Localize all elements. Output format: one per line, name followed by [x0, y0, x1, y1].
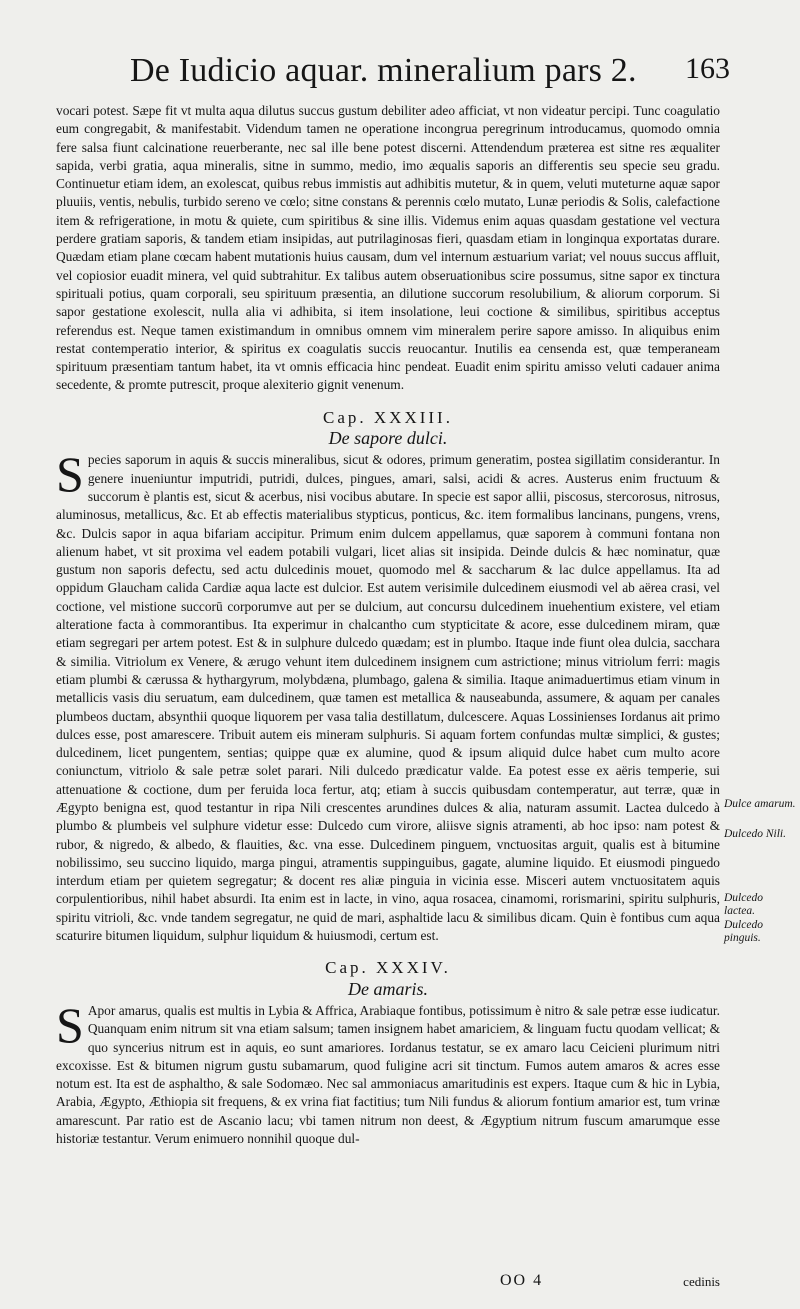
running-head: [130, 52, 730, 100]
margin-note-dulcedo-pinguis: Dulcedo pinguis.: [724, 919, 763, 944]
main-text: [56, 102, 720, 1148]
chapter-34-text: Apor amarus, qualis est multis in Lybia & Affrica, Arabiaque fontibus, potissimum è nitro & sale petræ esse iudicatur. Quanquam enim nitrum sit vna etiam salsum; tamen insignem habet amariciem, & linguam fuctu quodam vellicat; & quo syncerius nitrum est in aquis, eo sunt amariores. Iordanus testatur, se ex amaro lacu Ceicieni plurimum nitri excoxisse. Est & bitumen nigrum gustu subamarum, quod fuligine acri sit tinctum. Fumos autem amaros & acres esse notum est. Ita est de asphaltho, & sale Sodomæo. Nec sal ammoniacus amaritudinis est expers. Itaque cum & hic in Lybia, Arabia, Ægypto, Æthiopia sit frequens, & ex vrina fiat factitius; tum Nili fundus & aliorum fontium amarior est, tum vrinæ amarescunt. Par ratio est de Ascanio lacu; vbi tamen nitrum non deest, & Ægyptium nitrum fuscum amarumque esse historiæ testantur. Verum enimuero nonnihil quoque dul-: [56, 1002, 720, 1147]
chapter-heading-34: Cap. XXXIV.: [325, 958, 451, 978]
chapter-heading-33: Cap. XXXIII.: [323, 407, 453, 427]
margin-note-dulcedo-nili: Dulcedo Nili.: [724, 828, 786, 840]
margin-note-dulce-amarum: Dulce amarum.: [724, 798, 796, 810]
margin-note-dulcedo-lactea: Dulcedo lactea.: [724, 892, 763, 917]
chapter-33-text: pecies saporum in aquis & succis mineralibus, sicut & odores, primum generatim, postea sigillatim considerantur. In genere inueniuntur imputridi, putridi, dulces, pingues, amari, salsi, acidi & acres. Austerus enim fructuum & succorum è plantis est, sicut & acerbus, nisi vocibus abutare. In specie est sapor allii, piscosus, stercorosus, nitrosus, aluminosus, metallicus, &c. Et ab effectis materialibus stypticus, ponticus, &c. item formalibus lancinans, pungens, vrens, &c. Dulcis sapor in aqua bifariam accipitur. Primum enim dulcem appellamus, quæ saporem à communi fontana non alienum habet, vt sit proxima vel eadem potabili vulgari, licet alias sit insipida. Deinde dulcis & hæc nominatur, quæ gustum non saporis defectu, sed actu dulcedinis mouet, quomodo mel & saccharum & lac dulce appellamus. Ita ad oppidum Glaucham calida Cardiæ aqua lacte est dulcior. Est autem verisimile dulcedinem eiusmodi vel ab aërea crasi, vel coctione, vel mistione succorū corporumve aut per se dulcium, aut concursu dulcedinem inuehentium existere, vel etiam alteratione facta à commorantibus. Ita experimur in chalcantho cum stypticitate & acore, esse dulcedinem miram, quæ etiam segregari per artem potest. Est & in sulphure dulcedo quædam; est in plumbo. Itaque inde fiunt olea dulcia, sacchara & similia. Vitriolum ex Venere, & ærugo vehunt item dulcedinem insignem cum astrictione; minus vitriolum ferri: magis etiam plumbi & cærussa & hythargyrum, molybdæna, plumbago, galena & similia. Itaque animaduertimus etiam vinum in metallicis vasis diu seruatum, eam dulcedinem, quæ tamen est metallica & nauseabunda, assumere, & aquam per canales plumbeos ductam, absynthii quoque liquorem per vasa talia destillatum, dulcescere. Aquas Lossinienses Iordanus ait primo dulces esse, post amarescere. Tribuit autem eis mineram sulphuris. Si aquam fortem confundas multæ simplici, & gustes; dulcedinem, licet pungentem, sentias; quippe quæ ex alumine, quod & ipsum aliquid dulce habet cum multo acore coniunctum, vitriolo & sale petræ solet parari. Nili dulcedo prædicatur valde. Ea potest esse ex aëris temperie, sui attenuatione & coctione, dum per feruida loca fertur, atq; etiam à succis quibusdam contemperatur, aut terræ, quæ in Ægypto benigna est, quod testantur in ripa Nili crescentes arundines dulces & alia, naturam assumit. Lactea dulcedo à plumbo & plumbeis vel sulphure videtur esse: Dulcedo cum virore, aliisve signis atramenti, ab hoc ipso: nam potest & rubor, & nigredo, & albedo, & flauities, &c. vna esse. Dulcedinem pinguem, vnctuositas arguit, qualis est à bitumine nobilissimo, seu succino liquido, marga pingui, atramentis suppinguibus, gagate, alumine liquido. Et eiusmodi pinguedo interdum etiam per quietem segregatur; & docent res aliæ pinguia in vicinia esse. Misceri autem vnctuositatem aquis corpulentioribus, nihil habet absurdi. Ita enim est in lacte, in vino, aqua rosacea, cinamomi, rorismarini, spiritu sulphuris, spiritu vitrioli, &c. vnde tandem segregatur, ne quid de mari, asphaltide lacu & similibus dicam. Quin è fontibus cum aqua scaturire bitumen liquidum, sulphur liquidum & huiusmodi, certum est.: [56, 452, 720, 944]
signature-mark: OO 4: [500, 1272, 544, 1289]
chapter-title-33: De sapore dulci.: [328, 428, 448, 449]
running-title: De Iudicio aquar. mineralium pars 2.: [130, 52, 637, 89]
catchline: [500, 1272, 720, 1300]
chapter-34-paragraph: [56, 996, 720, 1148]
dropcap-33: S: [56, 446, 84, 503]
catchword: cedinis: [683, 1274, 720, 1289]
dropcap-34: S: [56, 996, 84, 1053]
intro-paragraph: vocari potest. Sæpe fit vt multa aqua dilutus succus gustum debiliter adeo afficiat, vt non videatur percipi. Tunc coagulatio eum congregabit, & manifestabit. Videndum tamen ne operatione incongrua peregrinum introducamus, quomodo omnia fere salsa fiunt calcinatione reuerberante, nec sal ille bene potest discerni. Attendendum præterea est sitne res æqualiter sapida, verbi gratia, aqua mineralis, sitne in summo, medio, imo æqualis saporis an differentis seu specie seu gradu. Continuetur etiam idem, an exolescat, quibus rebus immistis aut adhibitis mutetur, & in quem, veluti muteturne aquæ sapor pluuiis, ventis, nebulis, turbido sereno ve cœlo; sitne constans & perennis cœlo mutato, Lunæ periodis & Solis, calefactione item & refrigeratione, in motu & quiete, cum spiritibus & sine illis. Videmus enim aquas quasdam gestatione vel vectura perdere gratiam saporis, & tandem etiam insipidas, aut putrilaginosas fieri, quasdam etiam in longinqua exportatas durare. Quædam etiam plane cœcam habent mutationis huius causam, dum vel internum æstuarium variat; vel nouus succus affluit, vel copiosior euadit minera, vel quid subtrahitur. Ex talibus autem obseruationibus scire possumus, sitne sapor ex tinctura spirituali potius, quam corporali, seu spirituum præsentia, an dilutione succorum resolubilium, & aliorum corporum. Si sapor gestatione exolescit, nulla alia vi adhibita, si item insolatione, leui coctione & similibus, spiritibus acceptus referendus est. Neque tamen existimandum in omnibus omnem vim mineralem perire sapore amisso. In aliquibus enim restat contemperatio interior, & spiritus ex coagulatis succis reuocantur. Inutilis ea censenda est, quæ temperaneam spirituum præsentiam tantum habet, ita vt omnis efficacia hinc pendeat. Euadit enim spiritu amisso veluti cadauer anima secedente, & promte putrescit, proque alexiterio gignit venenum.: [56, 103, 720, 393]
chapter-33-paragraph: [56, 446, 720, 945]
chapter-title-34: De amaris.: [348, 978, 428, 999]
page-number: 163: [685, 52, 730, 85]
